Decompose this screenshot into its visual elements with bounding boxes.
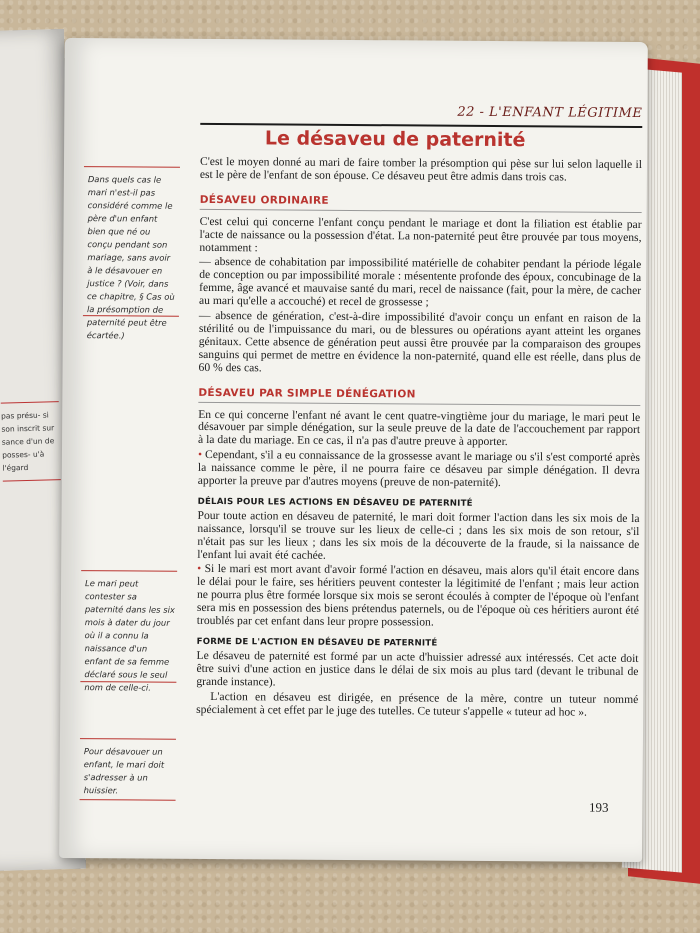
page-title: Le désaveu de paternité (264, 127, 526, 152)
page-number: 193 (588, 799, 609, 815)
running-head-text: 22 - L'ENFANT LÉGITIME (457, 104, 643, 122)
left-page-side-note: pas présu- si son inscrit sur sance d'un de posses- u'à l'égard (1, 401, 61, 481)
section3-paragraph-2-text: Si le mari est mort avant d'avoir formé l'action en désaveu, mais alors qu'il était encore dans le délai pour le faire, ses héritiers peuvent contester la légitimité de l'enfant ; mais leur action ne pourra plus être formée lorsque six mois se seront écoulés à compter de l'époque où l'enfant sera mis en possession des biens prétendus paternels, ou de l'époque où ces héritiers auront été troublés par cet enfant dans leur propre possession. (196, 562, 640, 629)
bullet-icon: • (197, 562, 202, 576)
section1-paragraph-3: — absence de génération, c'est-à-dire impossibilité d'avoir conçu un enfant en raison de la stérilité ou de l'impuissance du mari, ou de blessures ou opérations ayant atteint les organes génitaux. Cette absence de génération peut aussi être prouvée par la comparaison des groupes sanguins qui permet de mettre en évidence la non-paternité, quand elle est réelle, dans plus de 60 % des cas. (198, 308, 641, 375)
bullet-icon: • (197, 448, 203, 462)
section3-paragraph-1: Pour toute action en désaveu de paternité, le mari doit former l'action dans les six mois de la naissance, lorsqu'il se trouve sur les lieux de celle-ci ; dans les six mois de son retour, s'il n'était pas sur les lieux ; dans les six mois de la découverte de la fraude, si la naissance de l'enfant lui avait été cachée. (197, 508, 640, 562)
section4-paragraph-2: L'action en désaveu est dirigée, en présence de la mère, contre un tuteur nommé spécialement à cet effet par le juge des tutelles. Ce tuteur s'appelle « tuteur ad hoc ». (196, 689, 639, 719)
running-head (200, 99, 642, 128)
section-heading-simple-denegation: DÉSAVEU PAR SIMPLE DÉNÉGATION (198, 387, 640, 406)
subheading-delais: DÉLAIS POUR LES ACTIONS EN DÉSAVEU DE PATERNITÉ (197, 496, 473, 509)
section1-paragraph-2: — absence de cohabitation par impossibilité matérielle de cohabiter pendant la période légale de conception ou par impossibilité morale : mésentente profonde des époux, concubinage de la femme, âge avancé et mauvaise santé du mari, recel de naissance (fait, pour la mère, de cacher au mari qu'elle a accouché) et recel de grossesse ; (198, 255, 642, 309)
section1-paragraph-1: C'est celui qui concerne l'enfant conçu pendant le mariage et dont la filiation est établie par l'acte de naissance ou la possession d'état. La non-paternité peut être prouvée par tous moyens, notamment : (199, 214, 642, 254)
section3-paragraph-2 (197, 563, 639, 631)
intro-paragraph: C'est le moyen donné au mari de faire tomber la présomption qui pèse sur lui selon laquelle il est le père de l'enfant de son épouse. Ce désaveu peut être admis dans trois cas. (199, 154, 643, 184)
main-column (196, 156, 642, 722)
section-heading-desaveu-ordinaire: DÉSAVEU ORDINAIRE (200, 194, 642, 213)
side-note-3: Pour désavouer un enfant, le mari doit s'adresser à un huissier. (80, 738, 176, 801)
section2-paragraph-2 (198, 449, 640, 491)
section4-paragraph-1: Le désaveu de paternité est formé par un acte d'huissier adressé aux intéressés. Cet acte doit être suivi d'une action en justice dans le délai de six mois au plus tard (devant le tribunal de grande instance). (196, 648, 639, 689)
section2-paragraph-1: En ce qui concerne l'enfant né avant le cent quatre-vingtième jour du mariage, le mari peut le désavouer par simple dénégation, sur la seule preuve de la date de l'accouchement par rapport à la date du mariage. En ce cas, il n'a pas d'autre preuve à apporter. (198, 407, 641, 449)
right-page (59, 38, 648, 862)
side-note-2: Le mari peut contester sa paternité dans les six mois à dater du jour où il a connu la naissance d'un enfant de sa femme déclaré sous le seul nom de celle-ci. (80, 570, 177, 683)
side-note-1: Dans quels cas le mari n'est-il pas considéré comme le père d'un enfant bien que né ou conçu pendant son mariage, sans avoir à le désavouer en justice ? (Voir, dans ce chapitre, § Cas où la présomption de paternité peut être écartée.) (83, 166, 180, 317)
subheading-forme-action: FORME DE L'ACTION EN DÉSAVEU DE PATERNITÉ (196, 636, 438, 649)
section2-paragraph-2-text: Cependant, s'il a eu connaissance de la grossesse avant le mariage ou s'il s'est comporté après la naissance comme le père, il ne pourra faire ce désaveu par simple dénégation. Il devra apporter la preuve par d'autres moyens (preuve de non-paternité). (197, 448, 640, 490)
